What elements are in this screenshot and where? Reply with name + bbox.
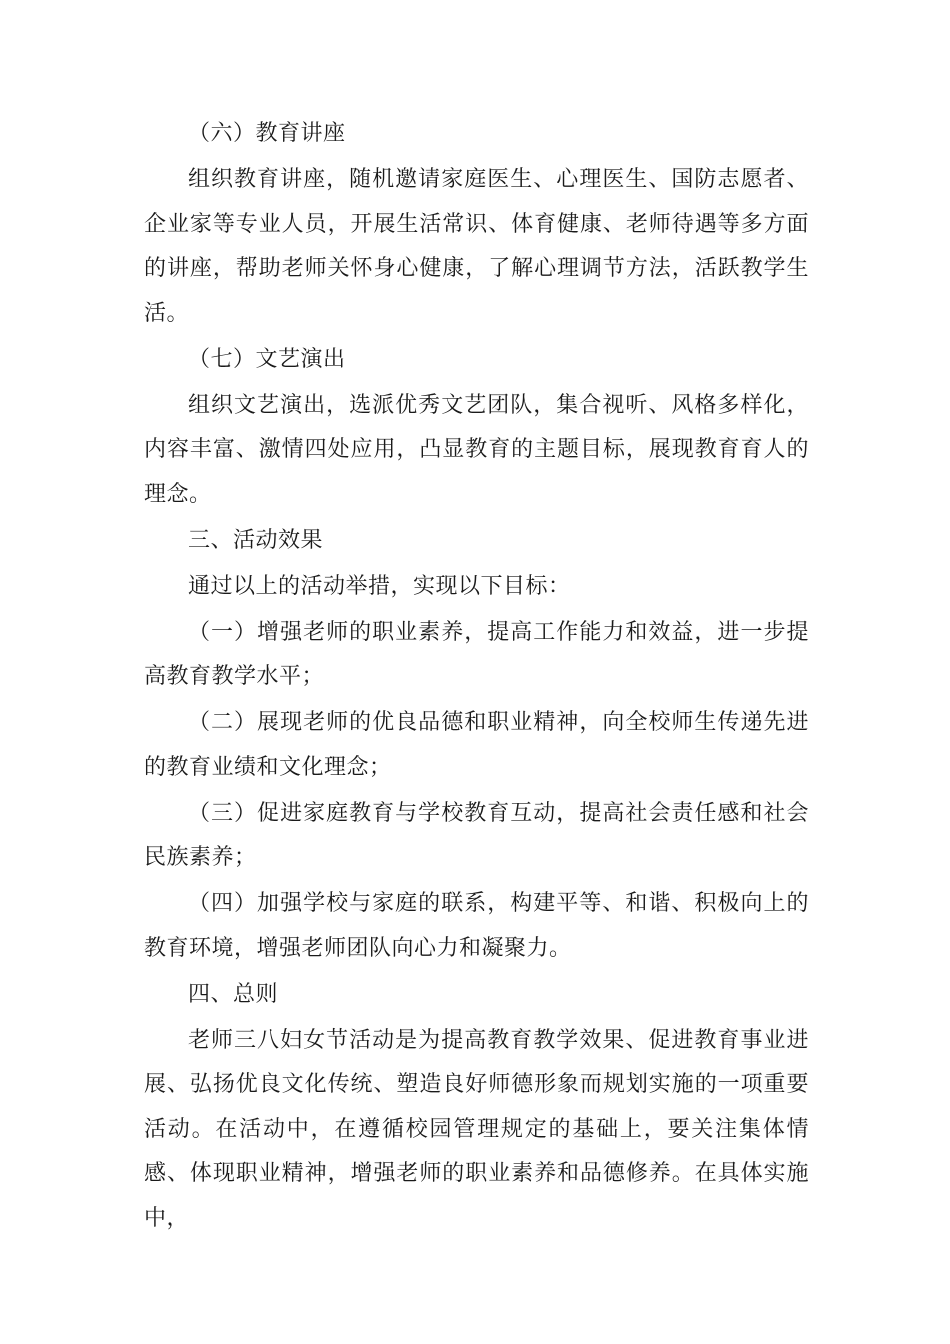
paragraph-lecture: 组织教育讲座，随机邀请家庭医生、心理医生、国防志愿者、企业家等专业人员，开展生活常识、体育健康、老师待遇等多方面的讲座，帮助老师关怀身心健康，了解心理调节方法，活跃教学生活。 bbox=[144, 167, 809, 326]
goal-item-4: （四）加强学校与家庭的联系，构建平等、和谐、积极向上的教育环境，增强老师团队向心力和凝聚力。 bbox=[144, 891, 809, 961]
goal-item-1: （一）增强老师的职业素养，提高工作能力和效益，进一步提高教育教学水平； bbox=[144, 619, 809, 689]
paragraph-effects-intro: 通过以上的活动举措，实现以下目标： bbox=[188, 573, 571, 599]
document-body bbox=[144, 112, 809, 1241]
section-heading-general: 四、总则 bbox=[188, 981, 279, 1007]
section-heading-performance: （七）文艺演出 bbox=[188, 346, 346, 372]
section-heading-effects: 三、活动效果 bbox=[188, 527, 324, 553]
goal-item-3: （三）促进家庭教育与学校教育互动，提高社会责任感和社会民族素养； bbox=[144, 800, 809, 870]
goal-item-2: （二）展现老师的优良品德和职业精神，向全校师生传递先进的教育业绩和文化理念； bbox=[144, 710, 809, 780]
section-heading-lecture: （六）教育讲座 bbox=[188, 121, 346, 146]
paragraph-general: 老师三八妇女节活动是为提高教育教学效果、促进教育事业进展、弘扬优良文化传统、塑造良好师德形象而规划实施的一项重要活动。在活动中，在遵循校园管理规定的基础上，要关注集体情感、体现职业精神，增强老师的职业素养和品德修养。在具体实施中， bbox=[144, 1027, 809, 1231]
paragraph-performance: 组织文艺演出，选派优秀文艺团队，集合视听、风格多样化，内容丰富、激情四处应用，凸显教育的主题目标，展现教育育人的理念。 bbox=[144, 392, 809, 507]
